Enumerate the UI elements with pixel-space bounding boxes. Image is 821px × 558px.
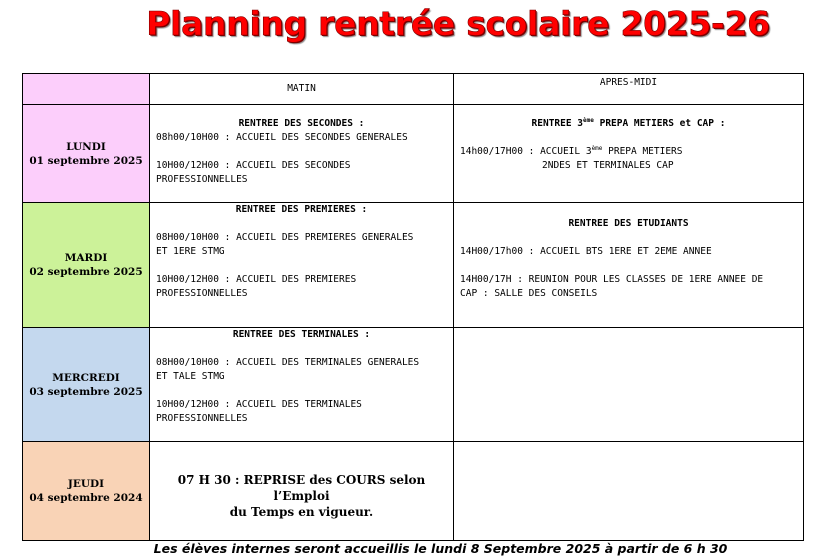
schedule-line: 08H00/10H00 : ACCUEIL DES TERMINALES GENERALES: [156, 357, 420, 368]
schedule-line: 14h00/17H00 : ACCUEIL 3ème PREPA METIERS: [460, 144, 683, 157]
day-cell-lundi: [23, 105, 150, 203]
cell-heading: RENTREE DES PREMIERES :: [235, 204, 368, 215]
day-name: LUNDI: [66, 140, 106, 153]
schedule-line: ET 1ERE STMG: [156, 246, 225, 257]
day-date: 02 septembre 2025: [29, 266, 143, 278]
cell-heading: RENTREE DES SECONDES :: [238, 118, 365, 129]
schedule-line: 14H00/17H : REUNION POUR LES CLASSES DE 1ERE ANNEE DE: [460, 274, 764, 285]
reprise-line: 07 H 30 : REPRISE des COURS selon l’Emploi: [177, 473, 426, 503]
day-cell-jeudi: [23, 442, 150, 541]
aprem-cell-lundi: [454, 105, 804, 203]
footer-note: Les élèves internes seront accueillis le lundi 8 Septembre 2025 à partir de 6 h 30: [153, 541, 728, 556]
header-apres-midi: APRES-MIDI: [454, 74, 804, 105]
schedule-line: 10H00/12H00 : ACCUEIL DES PREMIERES: [156, 274, 357, 285]
day-cell-mercredi: [23, 328, 150, 442]
header-row: [23, 74, 804, 105]
schedule-line: CAP : SALLE DES CONSEILS: [460, 288, 598, 299]
schedule-line: 08H00/10H00 : ACCUEIL DES PREMIERES GENERALES: [156, 232, 414, 243]
table-row-mercredi: [23, 328, 804, 442]
cell-heading: RENTREE 3ème PREPA METIERS et CAP :: [531, 116, 726, 129]
page-title: Planning rentrée scolaire 2025-26: [146, 4, 770, 43]
planning-table: [22, 73, 804, 541]
schedule-line: PROFESSIONNELLES: [156, 288, 248, 299]
day-name: MARDI: [64, 252, 108, 264]
matin-cell-lundi: [150, 105, 454, 203]
table-row-mardi: [23, 203, 804, 328]
aprem-cell-jeudi: [454, 442, 804, 541]
day-cell-mardi: [23, 203, 150, 328]
schedule-line: PROFESSIONNELLES: [156, 174, 248, 185]
cell-heading: RENTREE DES TERMINALES :: [232, 329, 371, 340]
day-date: 04 septembre 2024: [29, 492, 143, 504]
schedule-line: PROFESSIONNELLES: [156, 413, 248, 424]
reprise-line: du Temps en vigueur.: [229, 505, 374, 519]
schedule-line: ET TALE STMG: [156, 371, 225, 382]
day-name: JEUDI: [67, 478, 105, 490]
header-matin: MATIN: [150, 74, 454, 105]
matin-cell-jeudi: [150, 442, 454, 541]
aprem-cell-mercredi: [454, 328, 804, 442]
schedule-line: 2NDES ET TERMINALES CAP: [542, 160, 674, 171]
header-corner-cell: [23, 74, 150, 105]
schedule-line: 10H00/12H00 : ACCUEIL DES SECONDES: [156, 160, 351, 171]
aprem-cell-mardi: [454, 203, 804, 328]
table-row-jeudi: [23, 442, 804, 541]
matin-cell-mardi: [150, 203, 454, 328]
day-date: 01 septembre 2025: [29, 154, 143, 167]
schedule-line: 14H00/17h00 : ACCUEIL BTS 1ERE ET 2EME ANNEE: [460, 246, 712, 257]
table-row-lundi: [23, 105, 804, 203]
day-name: MERCREDI: [52, 371, 120, 384]
cell-heading: RENTREE DES ETUDIANTS: [568, 218, 689, 229]
schedule-line: 10H00/12H00 : ACCUEIL DES TERMINALES: [156, 399, 362, 410]
day-date: 03 septembre 2025: [29, 385, 143, 398]
schedule-line: 08h00/10H00 : ACCUEIL DES SECONDES GENERALES: [156, 132, 408, 143]
matin-cell-mercredi: [150, 328, 454, 442]
